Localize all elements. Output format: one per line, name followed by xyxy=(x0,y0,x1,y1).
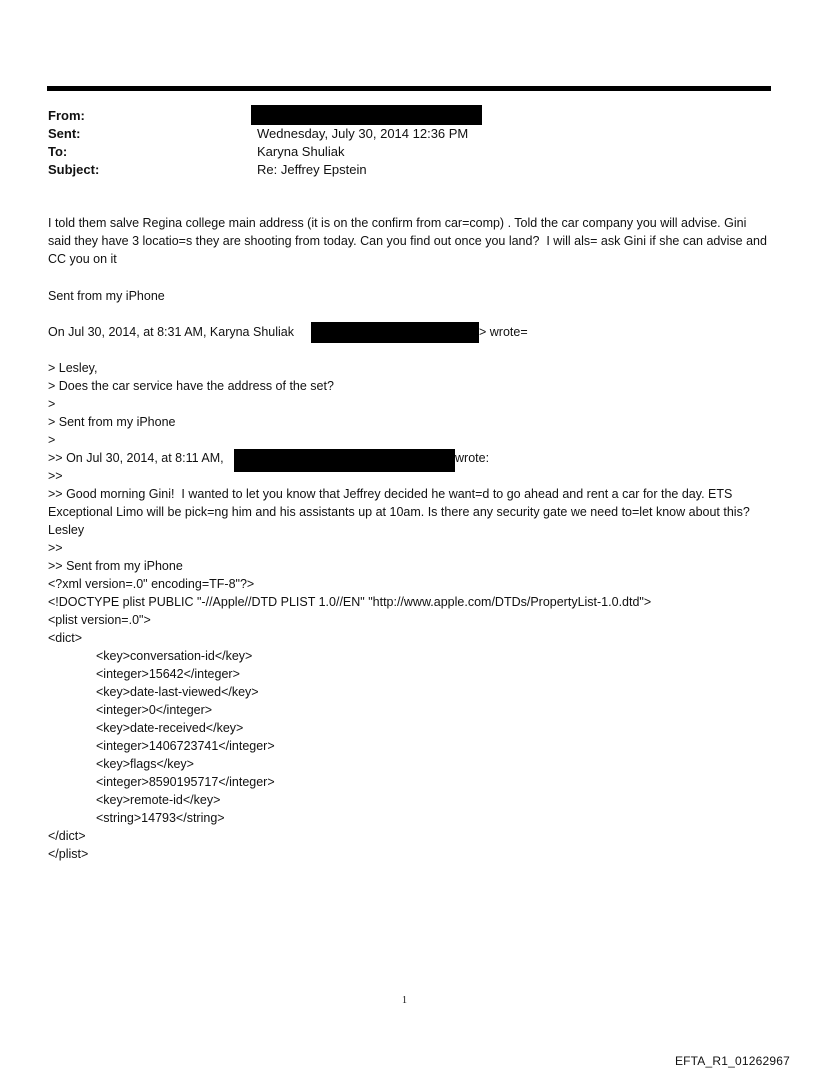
nested-quote-intro: >> On Jul 30, 2014, at 8:11 AM, xyxy=(48,451,224,465)
quote-intro-wrote: > wrote= xyxy=(479,325,528,339)
redaction-email-1 xyxy=(311,322,479,343)
header-rule xyxy=(47,86,771,91)
plist-line: <plist version=.0"> xyxy=(48,613,151,627)
plist-line: <string>14793</string> xyxy=(96,811,225,825)
sent-value: Wednesday, July 30, 2014 12:36 PM xyxy=(257,126,469,141)
plist-line: <?xml version=.0" encoding=TF-8"?> xyxy=(48,577,255,591)
plist-line: <integer>0</integer> xyxy=(96,703,213,717)
to-value: Karyna Shuliak xyxy=(257,144,345,159)
plist-line: <key>date-last-viewed</key> xyxy=(96,685,259,699)
quoted-line: > xyxy=(48,433,56,447)
plist-line: <key>flags</key> xyxy=(96,757,194,771)
quoted-line: > xyxy=(48,397,56,411)
subject-value: Re: Jeffrey Epstein xyxy=(257,162,367,177)
quoted-line: > Does the car service have the address of the set? xyxy=(48,379,334,393)
sent-from-iphone: Sent from my iPhone xyxy=(48,289,165,303)
redaction-from xyxy=(251,105,482,125)
body-paragraph: I told them salve Regina college main address (it is on the confirm from car=comp) . Told the car company you will advise. Gini said they have 3 locatio=s they are shooting from today. Can you find out once you land? I will als= ask Gini if she can advise and CC you on it xyxy=(48,216,771,266)
nested-quote-wrote: wrote: xyxy=(455,451,490,465)
nested-quote-paragraph: >> Good morning Gini! I wanted to let you know that Jeffrey decided he want=d to go ahead and rent a car for the day. ETS Exceptional Limo will be pick=ng him and his assistants up at 10am. Is there any security gate we need to=let know about this? Lesley xyxy=(48,487,754,537)
redaction-email-2 xyxy=(234,449,455,472)
quoted-line: >> xyxy=(48,469,63,483)
to-label: To: xyxy=(48,144,68,159)
sent-label: Sent: xyxy=(48,126,81,141)
plist-line: <integer>8590195717</integer> xyxy=(96,775,275,789)
plist-line: <dict> xyxy=(48,631,83,645)
subject-label: Subject: xyxy=(48,162,100,177)
quoted-line: >> xyxy=(48,541,63,555)
plist-line: <key>remote-id</key> xyxy=(96,793,221,807)
quoted-line: >> Sent from my iPhone xyxy=(48,559,183,573)
quoted-line: > Sent from my iPhone xyxy=(48,415,176,429)
page-number: 1 xyxy=(402,995,407,1006)
plist-line: <key>date-received</key> xyxy=(96,721,244,735)
from-label: From: xyxy=(48,108,85,123)
document-id: EFTA_R1_01262967 xyxy=(674,1054,790,1068)
plist-line: <key>conversation-id</key> xyxy=(96,649,253,663)
plist-line: <!DOCTYPE plist PUBLIC "-//Apple//DTD PLIST 1.0//EN" "http://www.apple.com/DTDs/PropertyList-1.0.dtd"> xyxy=(48,595,652,609)
plist-line: <integer>15642</integer> xyxy=(96,667,240,681)
plist-line: </plist> xyxy=(48,847,89,861)
plist-line: </dict> xyxy=(48,829,86,843)
quote-intro: On Jul 30, 2014, at 8:31 AM, Karyna Shuliak xyxy=(48,325,294,339)
plist-line: <integer>1406723741</integer> xyxy=(96,739,275,753)
quoted-line: > Lesley, xyxy=(48,361,98,375)
